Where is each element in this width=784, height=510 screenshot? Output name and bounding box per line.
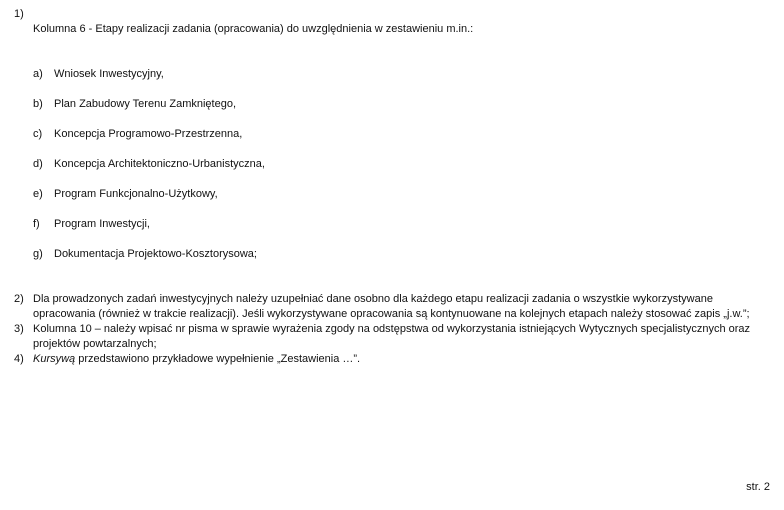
stage-letter: f) bbox=[33, 218, 40, 230]
page-number: str. 2 bbox=[746, 481, 770, 493]
stage-item-g bbox=[33, 247, 776, 262]
stage-letter: g) bbox=[33, 248, 43, 260]
stage-text: Wniosek Inwestycyjny, bbox=[54, 68, 164, 80]
note-item-1 bbox=[14, 7, 776, 292]
note-content bbox=[33, 7, 776, 292]
stage-letter: d) bbox=[33, 158, 43, 170]
stage-item-a bbox=[33, 67, 776, 82]
note-item-4 bbox=[14, 352, 776, 367]
stage-text: Plan Zabudowy Terenu Zamkniętego, bbox=[54, 98, 237, 110]
stage-text: Dokumentacja Projektowo-Kosztorysowa; bbox=[54, 248, 257, 260]
note-number: 3) bbox=[14, 323, 24, 335]
stage-letter: b) bbox=[33, 98, 43, 110]
note-text: przedstawiono przykładowe wypełnienie „Zestawienia …”. bbox=[75, 353, 361, 365]
note-number: 4) bbox=[14, 353, 24, 365]
note-number: 1) bbox=[14, 8, 24, 20]
note-content bbox=[33, 352, 776, 367]
note-text: Dla prowadzonych zadań inwestycyjnych należy uzupełniać dane osobno dla każdego etapu realizacji zadania o wszystkie wykorzystywane opracowania (również w trakcie realizacji). Jeśli wykorzystywane opracowania są kontynuowane na kolejnych etapach należy stosować zapis „j.w.”; bbox=[33, 293, 750, 320]
note-text: Kolumna 6 - Etapy realizacji zadania (opracowania) do uwzględnienia w zestawieniu m.in.: bbox=[33, 23, 474, 35]
note-text: Kolumna 10 – należy wpisać nr pisma w sprawie wyrażenia zgody na odstępstwa od wykorzystania istniejących Wytycznych specjalistycznych oraz projektów powtarzalnych; bbox=[33, 323, 751, 350]
stage-item-b bbox=[33, 97, 776, 112]
note-item-2 bbox=[14, 292, 776, 322]
stage-text: Koncepcja Architektoniczno-Urbanistyczna, bbox=[54, 158, 265, 170]
stage-text: Program Inwestycji, bbox=[54, 218, 150, 230]
stage-text: Koncepcja Programowo-Przestrzenna, bbox=[54, 128, 243, 140]
stage-item-f bbox=[33, 217, 776, 232]
stage-letter: a) bbox=[33, 68, 43, 80]
notes-list bbox=[14, 7, 776, 367]
stage-item-e bbox=[33, 187, 776, 202]
stage-item-d bbox=[33, 157, 776, 172]
stage-text: Program Funkcjonalno-Użytkowy, bbox=[54, 188, 218, 200]
stage-item-c bbox=[33, 127, 776, 142]
note-number: 2) bbox=[14, 293, 24, 305]
stage-letter: c) bbox=[33, 128, 43, 140]
stage-letter: e) bbox=[33, 188, 43, 200]
italic-word: Kursywą bbox=[33, 353, 76, 365]
note-item-3 bbox=[14, 322, 776, 352]
stage-list bbox=[33, 52, 776, 277]
